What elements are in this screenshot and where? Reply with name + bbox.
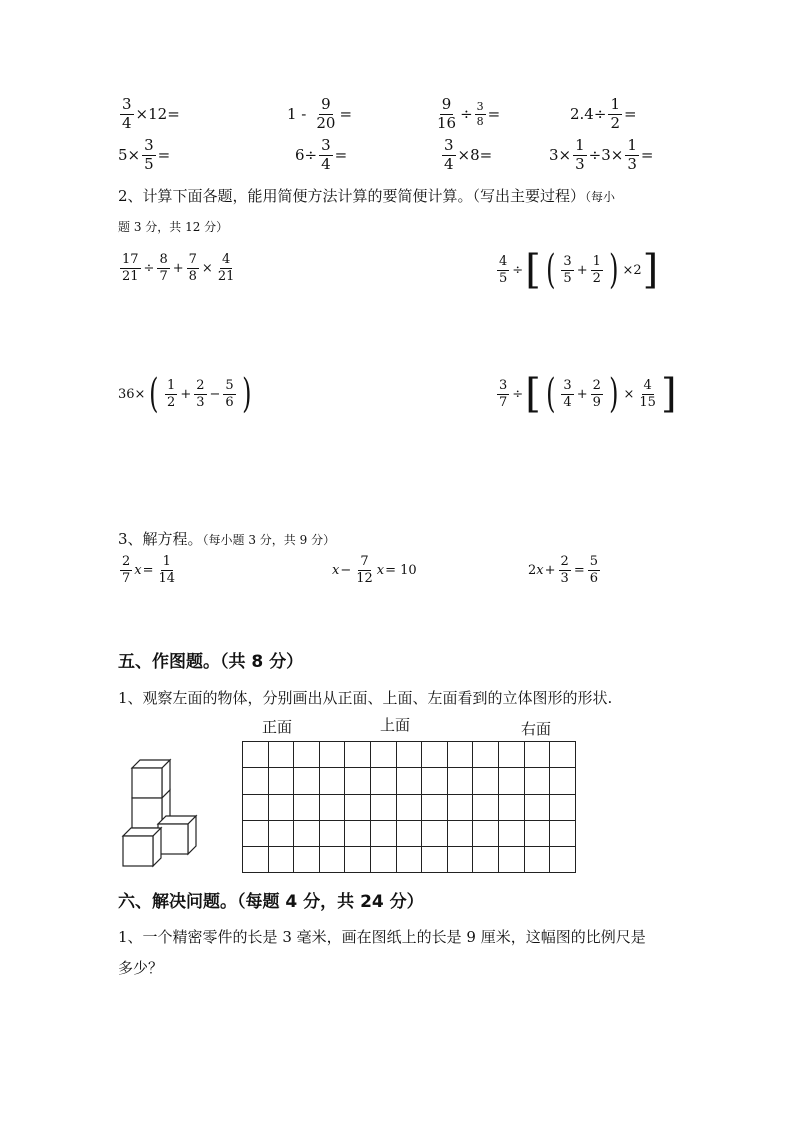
label-right: 右面 (521, 720, 552, 738)
grid-cell[interactable] (524, 820, 550, 846)
section2-title: 2、计算下面各题，能用简便方法计算的要简便计算。（写出主要过程）（每小 (118, 187, 616, 205)
grid-cell[interactable] (422, 768, 448, 794)
equation-1: $\frac{2}{7}$ x = $\frac{1}{14}$ (122, 554, 176, 586)
problem-2-3: 36× ( $\frac{1}{2}$ + $\frac{2}{3}$ − $\frac{5}{6}$ ) (118, 371, 252, 417)
grid-cell[interactable] (345, 847, 371, 873)
grid-cell[interactable] (396, 768, 422, 794)
grid-cell[interactable] (345, 768, 371, 794)
left-paren: ( (545, 247, 556, 293)
grid-cell[interactable] (294, 742, 320, 768)
fraction: $\frac{9}{16}$ (437, 95, 457, 132)
right-paren: ) (608, 371, 619, 417)
grid-cell[interactable] (268, 820, 294, 846)
grid-cell[interactable] (396, 820, 422, 846)
fraction: $\frac{4}{5}$ (499, 253, 508, 286)
grid-cell[interactable] (294, 794, 320, 820)
grid-cell[interactable] (370, 768, 396, 794)
grid-cell[interactable] (498, 768, 524, 794)
grid-cell[interactable] (550, 794, 576, 820)
left-bracket: [ (525, 371, 541, 417)
equation-2: x − $\frac{7}{12}$ x = 10 (332, 554, 417, 586)
fraction: $\frac{3}{4}$ (563, 377, 572, 410)
grid-cell[interactable] (473, 847, 499, 873)
grid-cell[interactable] (243, 794, 269, 820)
equation-3: 2 x + $\frac{2}{3}$ = $\frac{5}{6}$ (528, 554, 598, 586)
grid-cell[interactable] (268, 794, 294, 820)
fraction: $\frac{1}{14}$ (158, 554, 176, 586)
grid-cell[interactable] (370, 742, 396, 768)
grid-cell[interactable] (370, 847, 396, 873)
left-bracket: [ (525, 247, 541, 293)
grid-cell[interactable] (524, 847, 550, 873)
grid-row (243, 768, 576, 794)
section2-note: 题 3 分，共 12 分） (118, 220, 229, 234)
fraction: $\frac{5}{6}$ (225, 377, 234, 410)
fraction: $\frac{9}{20}$ (316, 95, 336, 132)
grid-cell[interactable] (370, 820, 396, 846)
fraction: $\frac{1}{2}$ (592, 253, 601, 286)
grid-cell[interactable] (447, 742, 473, 768)
grid-cell[interactable] (473, 794, 499, 820)
right-bracket: ] (642, 247, 659, 293)
grid-cell[interactable] (422, 742, 448, 768)
grid-cell[interactable] (294, 820, 320, 846)
grid-cell[interactable] (550, 820, 576, 846)
grid-cell[interactable] (370, 794, 396, 820)
calc-1-4: 2.4÷ $\frac{1}{2}$ = (570, 95, 637, 132)
fraction: $\frac{3}{5}$ (144, 136, 154, 173)
section5-heading: 五、作图题。（共 8 分） (118, 652, 304, 672)
fraction: $\frac{3}{8}$ (476, 100, 484, 128)
calc-2-4: 3× $\frac{1}{3}$ ÷3× $\frac{1}{3}$ = (549, 136, 654, 173)
fraction: $\frac{8}{7}$ (159, 252, 168, 284)
grid-cell[interactable] (396, 847, 422, 873)
fraction: $\frac{1}{3}$ (575, 136, 585, 173)
fraction: $\frac{1}{3}$ (627, 136, 637, 173)
grid-cell[interactable] (524, 742, 550, 768)
fraction: $\frac{2}{3}$ (196, 377, 205, 410)
grid-cell[interactable] (498, 847, 524, 873)
fraction: $\frac{7}{12}$ (356, 554, 373, 586)
grid-cell[interactable] (550, 768, 576, 794)
grid-cell[interactable] (473, 742, 499, 768)
grid-cell[interactable] (243, 847, 269, 873)
fraction: $\frac{4}{15}$ (639, 377, 656, 410)
grid-cell[interactable] (319, 794, 345, 820)
problem-2-2: $\frac{4}{5}$ ÷ [ ( $\frac{3}{5}$ + $\frac{1}{2}$ ) ×2 ] (499, 247, 659, 293)
fraction: $\frac{17}{21}$ (122, 252, 139, 284)
grid-cell[interactable] (473, 820, 499, 846)
fraction: $\frac{1}{2}$ (167, 377, 176, 410)
fraction: $\frac{4}{21}$ (217, 252, 235, 284)
fraction: $\frac{5}{6}$ (589, 554, 598, 586)
grid-cell[interactable] (422, 820, 448, 846)
grid-cell[interactable] (319, 742, 345, 768)
grid-cell[interactable] (422, 794, 448, 820)
fraction: $\frac{3}{5}$ (563, 253, 572, 286)
grid-cell[interactable] (345, 820, 371, 846)
fraction: $\frac{3}{4}$ (321, 136, 331, 173)
section6-heading: 六、解决问题。（每题 4 分，共 24 分） (118, 892, 424, 912)
drawing-grid[interactable] (242, 741, 576, 873)
grid-cell[interactable] (473, 768, 499, 794)
grid-cell[interactable] (550, 742, 576, 768)
fraction: $\frac{3}{4}$ (444, 136, 454, 173)
right-paren: ) (241, 371, 252, 417)
calc-1-1: $\frac{3}{4}$ ×12= (122, 95, 180, 132)
section5-question-1: 1、观察左面的物体，分别画出从正面、上面、左面看到的立体图形的形状. (118, 689, 613, 707)
grid-cell[interactable] (243, 768, 269, 794)
cube-stack-figure (118, 758, 204, 868)
calc-1-2: 1 - $\frac{9}{20}$ = (287, 95, 353, 132)
left-paren: ( (545, 371, 556, 417)
grid-cell[interactable] (294, 768, 320, 794)
grid-cell[interactable] (345, 742, 371, 768)
grid-cell[interactable] (319, 847, 345, 873)
calc-1-3: $\frac{9}{16}$ ÷ $\frac{3}{8}$ = (437, 95, 501, 132)
left-paren: ( (149, 371, 159, 417)
grid-cell[interactable] (524, 768, 550, 794)
grid-cell[interactable] (498, 794, 524, 820)
grid-row (243, 820, 576, 846)
grid-cell[interactable] (345, 794, 371, 820)
problem-2-1: $\frac{17}{21}$ ÷ $\frac{8}{7}$ + $\frac{7}{8}$ × $\frac{4}{21}$ (122, 252, 235, 284)
calc-2-2: 6÷ $\frac{3}{4}$ = (295, 136, 348, 173)
grid-cell[interactable] (268, 742, 294, 768)
calc-2-1: 5× $\frac{3}{5}$ = (118, 136, 171, 173)
grid-cell[interactable] (243, 820, 269, 846)
fraction: $\frac{3}{7}$ (499, 377, 508, 410)
label-top: 上面 (380, 716, 411, 734)
fraction: $\frac{2}{9}$ (592, 377, 601, 410)
grid-cell[interactable] (550, 847, 576, 873)
grid-cell[interactable] (268, 768, 294, 794)
fraction: $\frac{3}{4}$ (122, 95, 132, 132)
grid-row (243, 794, 576, 820)
label-front: 正面 (262, 718, 293, 736)
grid-cell[interactable] (447, 768, 473, 794)
right-bracket: ] (660, 371, 677, 417)
grid-cell[interactable] (498, 820, 524, 846)
fraction: $\frac{7}{8}$ (188, 252, 197, 284)
grid-cell[interactable] (447, 794, 473, 820)
section3-title: 3、解方程。（每小题 3 分，共 9 分） (118, 530, 336, 548)
fraction: $\frac{2}{7}$ (122, 554, 131, 586)
grid-cell[interactable] (396, 742, 422, 768)
calc-2-3: $\frac{3}{4}$ ×8= (444, 136, 493, 173)
grid-cell[interactable] (243, 742, 269, 768)
fraction: $\frac{1}{2}$ (610, 95, 620, 132)
grid-cell[interactable] (524, 794, 550, 820)
right-paren: ) (608, 247, 619, 293)
section6-question-1-line2: 多少？ (118, 959, 164, 977)
grid-cell[interactable] (447, 820, 473, 846)
grid-cell[interactable] (396, 794, 422, 820)
grid-row (243, 742, 576, 768)
fraction: $\frac{2}{3}$ (560, 554, 569, 586)
grid-cell[interactable] (319, 820, 345, 846)
grid-cell[interactable] (319, 768, 345, 794)
problem-2-4: $\frac{3}{7}$ ÷ [ ( $\frac{3}{4}$ + $\frac{2}{9}$ ) × $\frac{4}{15}$ ] (499, 371, 677, 417)
section6-question-1-line1: 1、一个精密零件的长是 3 毫米，画在图纸上的长是 9 厘米，这幅图的比例尺是 (118, 928, 646, 946)
grid-row (243, 847, 576, 873)
grid-cell[interactable] (294, 847, 320, 873)
grid-cell[interactable] (268, 847, 294, 873)
grid-cell[interactable] (498, 742, 524, 768)
grid-cell[interactable] (422, 847, 448, 873)
grid-cell[interactable] (447, 847, 473, 873)
